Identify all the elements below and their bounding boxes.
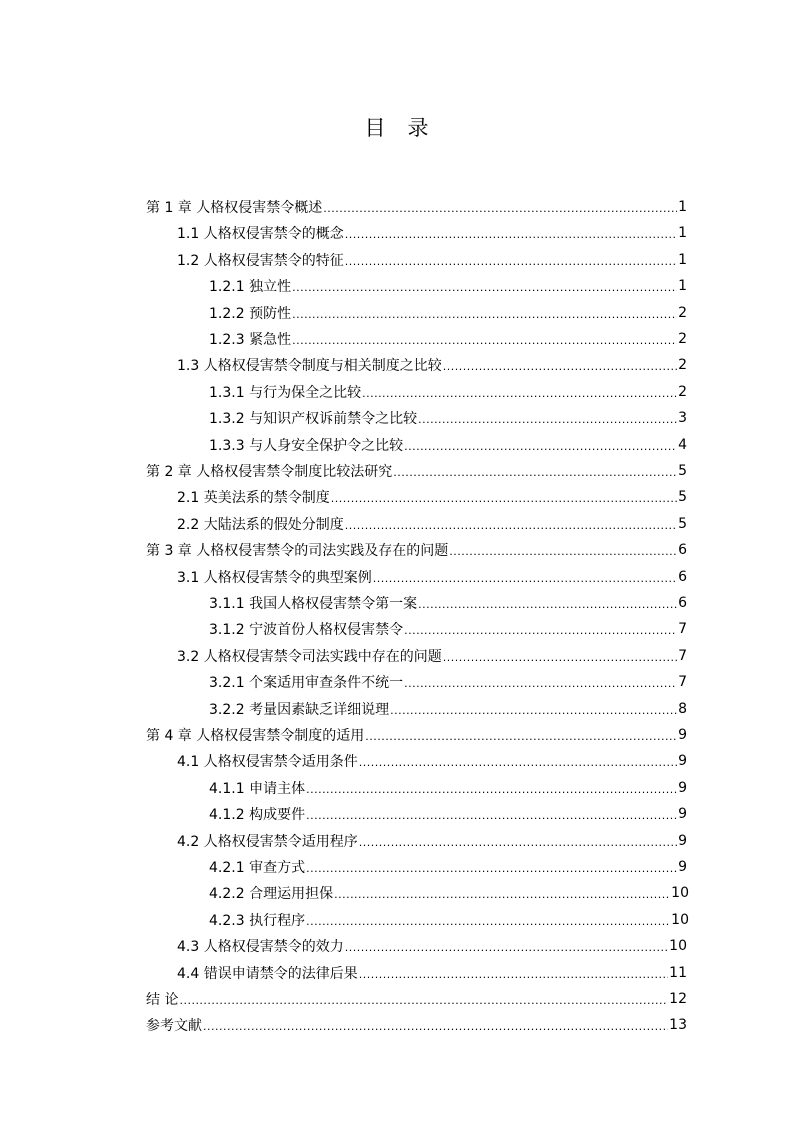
toc-entry[interactable] <box>177 511 687 537</box>
toc-entry-label: 1.3.3 与人身安全保护令之比较 <box>209 437 404 454</box>
toc-entry-page: 7 <box>678 647 687 664</box>
toc-entry-page: 1 <box>678 225 687 242</box>
toc-entry-label: 1.3.2 与知识产权诉前禁令之比较 <box>209 411 418 428</box>
toc-entry-label: 2.1 英美法系的禁令制度 <box>177 490 330 507</box>
toc-entry[interactable] <box>177 960 687 986</box>
toc-entry-label: 1.2.2 预防性 <box>209 305 292 322</box>
toc-entry-page: 4 <box>678 436 687 453</box>
toc-entry[interactable] <box>209 854 687 880</box>
toc-entry-page: 5 <box>678 489 687 506</box>
toc-entry[interactable] <box>209 326 687 352</box>
toc-leader-dots <box>292 334 677 348</box>
toc-entry-page: 13 <box>669 1017 687 1034</box>
toc-entry-page: 10 <box>671 885 689 902</box>
toc-entry-label: 1.2.3 紧急性 <box>209 332 292 348</box>
toc-entry-page: 9 <box>678 779 687 796</box>
toc-entry-label: 2.2 大陆法系的假处分制度 <box>177 516 344 533</box>
toc-entry[interactable] <box>146 537 687 563</box>
toc-entry-label: 第 4 章 人格权侵害禁令制度的适用 <box>146 728 365 744</box>
toc-entry-page: 6 <box>678 595 687 611</box>
toc-leader-dots <box>373 572 677 586</box>
toc-entry-label: 4.3 人格权侵害禁令的效力 <box>177 939 344 956</box>
toc-leader-dots <box>443 360 677 374</box>
toc-entry-page: 10 <box>669 938 687 955</box>
toc-entry-page: 10 <box>671 911 689 928</box>
toc-entry[interactable] <box>209 880 689 906</box>
toc-entry[interactable] <box>177 564 687 590</box>
toc-leader-dots <box>359 756 677 770</box>
toc-entry-label: 3.1.2 宁波首份人格权侵害禁令 <box>209 622 404 639</box>
toc-entry-label: 1.3.1 与行为保全之比较 <box>209 384 362 401</box>
toc-entry-page: 3 <box>678 410 687 427</box>
toc-entry-page: 2 <box>678 331 687 347</box>
toc-leader-dots <box>345 228 677 242</box>
toc-entry-label: 第 1 章 人格权侵害禁令概述 <box>146 200 323 216</box>
toc-entry-label: 1.2 人格权侵害禁令的特征 <box>177 252 344 269</box>
title-part-2: 录 <box>407 116 429 140</box>
toc-entry[interactable] <box>146 722 687 748</box>
toc-entry[interactable] <box>177 643 687 669</box>
toc-entry[interactable] <box>177 828 687 854</box>
toc-entry-page: 7 <box>678 674 687 691</box>
toc-entry[interactable] <box>209 590 687 616</box>
toc-entry-page: 9 <box>678 727 687 743</box>
toc-entry[interactable] <box>209 907 689 933</box>
toc-leader-dots <box>449 545 677 559</box>
toc-entry[interactable] <box>146 1012 687 1038</box>
toc-leader-dots <box>365 730 677 744</box>
toc-entry-label: 1.2.1 独立性 <box>209 279 292 296</box>
toc-entry-page: 6 <box>678 568 687 585</box>
toc-leader-dots <box>179 994 668 1008</box>
toc-entry-label: 3.2 人格权侵害禁令司法实践中存在的问题 <box>177 648 442 665</box>
toc-leader-dots <box>323 202 677 216</box>
toc-leader-dots <box>292 308 677 322</box>
toc-leader-dots <box>306 783 677 797</box>
toc-entry-page: 9 <box>678 753 687 770</box>
toc-entry[interactable] <box>146 194 687 220</box>
toc-entry[interactable] <box>209 669 687 695</box>
toc-entry-label: 第 3 章 人格权侵害禁令的司法实践及存在的问题 <box>146 543 449 560</box>
toc-entry-label: 1.1 人格权侵害禁令的概念 <box>177 226 344 243</box>
toc-entry-label: 4.1.2 构成要件 <box>209 807 306 824</box>
title-part-1: 目 <box>364 116 386 140</box>
toc-leader-dots <box>345 255 677 269</box>
toc-leader-dots <box>418 413 677 427</box>
toc-entry[interactable] <box>177 352 687 378</box>
toc-entry[interactable] <box>209 801 687 827</box>
toc-leader-dots <box>359 836 677 850</box>
toc-entry-page: 1 <box>678 251 687 268</box>
toc-entry[interactable] <box>209 616 687 642</box>
toc-entry-page: 9 <box>678 859 687 875</box>
toc-entry-label: 4.2 人格权侵害禁令适用程序 <box>177 833 358 850</box>
toc-leader-dots <box>345 519 677 533</box>
toc-entry[interactable] <box>209 273 687 299</box>
toc-leader-dots <box>331 492 677 506</box>
toc-entry-page: 6 <box>678 542 687 559</box>
toc-entry[interactable] <box>209 405 687 431</box>
toc-entry-label: 3.2.2 考量因素缺乏详细说理 <box>209 701 390 718</box>
toc-leader-dots <box>292 281 677 295</box>
toc-leader-dots <box>203 1020 668 1034</box>
toc-leader-dots <box>418 598 677 612</box>
toc-entry-page: 7 <box>678 621 687 638</box>
toc-entry-page: 9 <box>678 832 687 849</box>
toc-entry-page: 11 <box>669 964 687 981</box>
toc-entry[interactable] <box>177 220 687 246</box>
toc-entry-label: 3.1 人格权侵害禁令的典型案例 <box>177 569 372 586</box>
toc-entry[interactable] <box>146 458 687 484</box>
toc-entry[interactable] <box>209 432 687 458</box>
toc-leader-dots <box>334 888 670 902</box>
toc-entry-page: 8 <box>678 700 687 717</box>
toc-entry-page: 2 <box>678 383 687 400</box>
toc-entry-label: 4.2.2 合理运用担保 <box>209 886 334 903</box>
toc-entry-page: 2 <box>678 357 687 374</box>
toc-leader-dots <box>306 862 677 876</box>
toc-leader-dots <box>404 677 677 691</box>
toc-entry-label: 4.4 错误申请禁令的法律后果 <box>177 965 358 982</box>
toc-leader-dots <box>306 809 677 823</box>
toc-entry[interactable] <box>209 775 687 801</box>
toc-entry-label: 结 论 <box>146 992 179 1008</box>
toc-entry-label: 4.2.3 执行程序 <box>209 912 306 929</box>
toc-entry-label: 4.1.1 申请主体 <box>209 780 306 797</box>
toc-entry[interactable] <box>177 484 687 510</box>
toc-entry[interactable] <box>146 986 687 1012</box>
toc-leader-dots <box>390 704 677 718</box>
toc-entry-label: 第 2 章 人格权侵害禁令制度比较法研究 <box>146 464 393 480</box>
toc-entry-page: 5 <box>678 515 687 532</box>
toc-leader-dots <box>393 466 677 480</box>
toc-entry[interactable] <box>209 300 687 326</box>
page-title <box>0 112 793 142</box>
toc-entry[interactable] <box>177 247 687 273</box>
toc-entry-page: 5 <box>678 463 687 479</box>
toc-leader-dots <box>443 651 677 665</box>
toc-leader-dots <box>306 915 670 929</box>
toc-entry-label: 3.2.1 个案适用审查条件不统一 <box>209 675 404 692</box>
toc-leader-dots <box>404 624 677 638</box>
toc-entry[interactable] <box>177 933 687 959</box>
toc-entry-label: 4.2.1 审查方式 <box>209 860 306 876</box>
toc-leader-dots <box>362 387 677 401</box>
toc-entry-page: 2 <box>678 304 687 321</box>
toc-entry-label: 4.1 人格权侵害禁令适用条件 <box>177 754 358 771</box>
toc-entry-label: 1.3 人格权侵害禁令制度与相关制度之比较 <box>177 358 442 375</box>
toc-entry-label: 参考文献 <box>146 1018 202 1035</box>
toc-entry[interactable] <box>177 748 687 774</box>
toc-entry-page: 1 <box>678 199 687 215</box>
toc-entry-page: 1 <box>678 278 687 295</box>
toc-entry-page: 12 <box>669 991 687 1007</box>
toc-leader-dots <box>359 968 668 982</box>
toc-entry[interactable] <box>209 696 687 722</box>
toc-entry-label: 3.1.1 我国人格权侵害禁令第一案 <box>209 596 418 612</box>
toc-entry-page: 9 <box>678 806 687 823</box>
toc-entry[interactable] <box>209 379 687 405</box>
toc-leader-dots <box>404 440 677 454</box>
toc-leader-dots <box>345 941 668 955</box>
